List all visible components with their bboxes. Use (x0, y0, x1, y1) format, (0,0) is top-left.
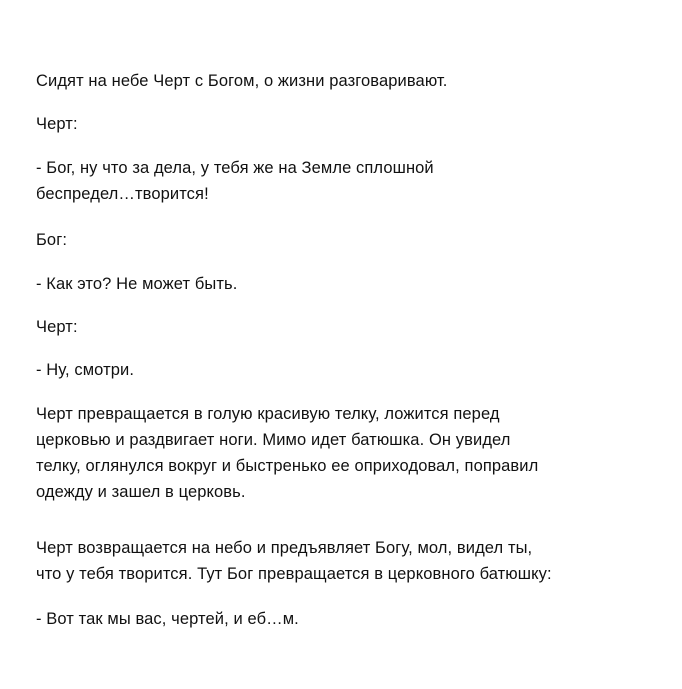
paragraph-story (36, 401, 656, 505)
text-line: что у тебя творится. Тут Бог превращается в церковного батюшку: (36, 565, 552, 583)
speaker-devil-2 (36, 314, 656, 340)
paragraph-devil-complaint (36, 155, 656, 207)
text-line: телку, оглянулся вокруг и быстренько ее оприходовал, поправил (36, 457, 539, 475)
text-line: - Как это? Не может быть. (36, 275, 238, 293)
text-line: Черт: (36, 115, 78, 133)
text-line: Черт превращается в голую красивую телку, ложится перед (36, 405, 500, 423)
text-line: Бог: (36, 231, 68, 249)
text-line: - Ну, смотри. (36, 361, 135, 379)
paragraph-devil-look (36, 357, 656, 383)
speaker-devil (36, 111, 656, 137)
text-line: - Бог, ну что за дела, у тебя же на Земле сплошной (36, 159, 434, 177)
text-line: одежду и зашел в церковь. (36, 483, 246, 501)
paragraph-devil-returns (36, 535, 656, 587)
text-line: беспредел…творится! (36, 185, 209, 203)
paragraph-intro (36, 68, 656, 94)
text-line: церковью и раздвигает ноги. Мимо идет батюшка. Он увидел (36, 431, 511, 449)
text-line: - Вот так мы вас, чертей, и еб…м. (36, 610, 299, 628)
text-line: Сидят на небе Черт с Богом, о жизни разговаривают. (36, 72, 448, 90)
text-line: Черт возвращается на небо и предъявляет Богу, мол, видел ты, (36, 539, 533, 557)
paragraph-punchline (36, 606, 656, 632)
paragraph-god-reply (36, 271, 656, 297)
speaker-god (36, 227, 656, 253)
text-line: Черт: (36, 318, 78, 336)
